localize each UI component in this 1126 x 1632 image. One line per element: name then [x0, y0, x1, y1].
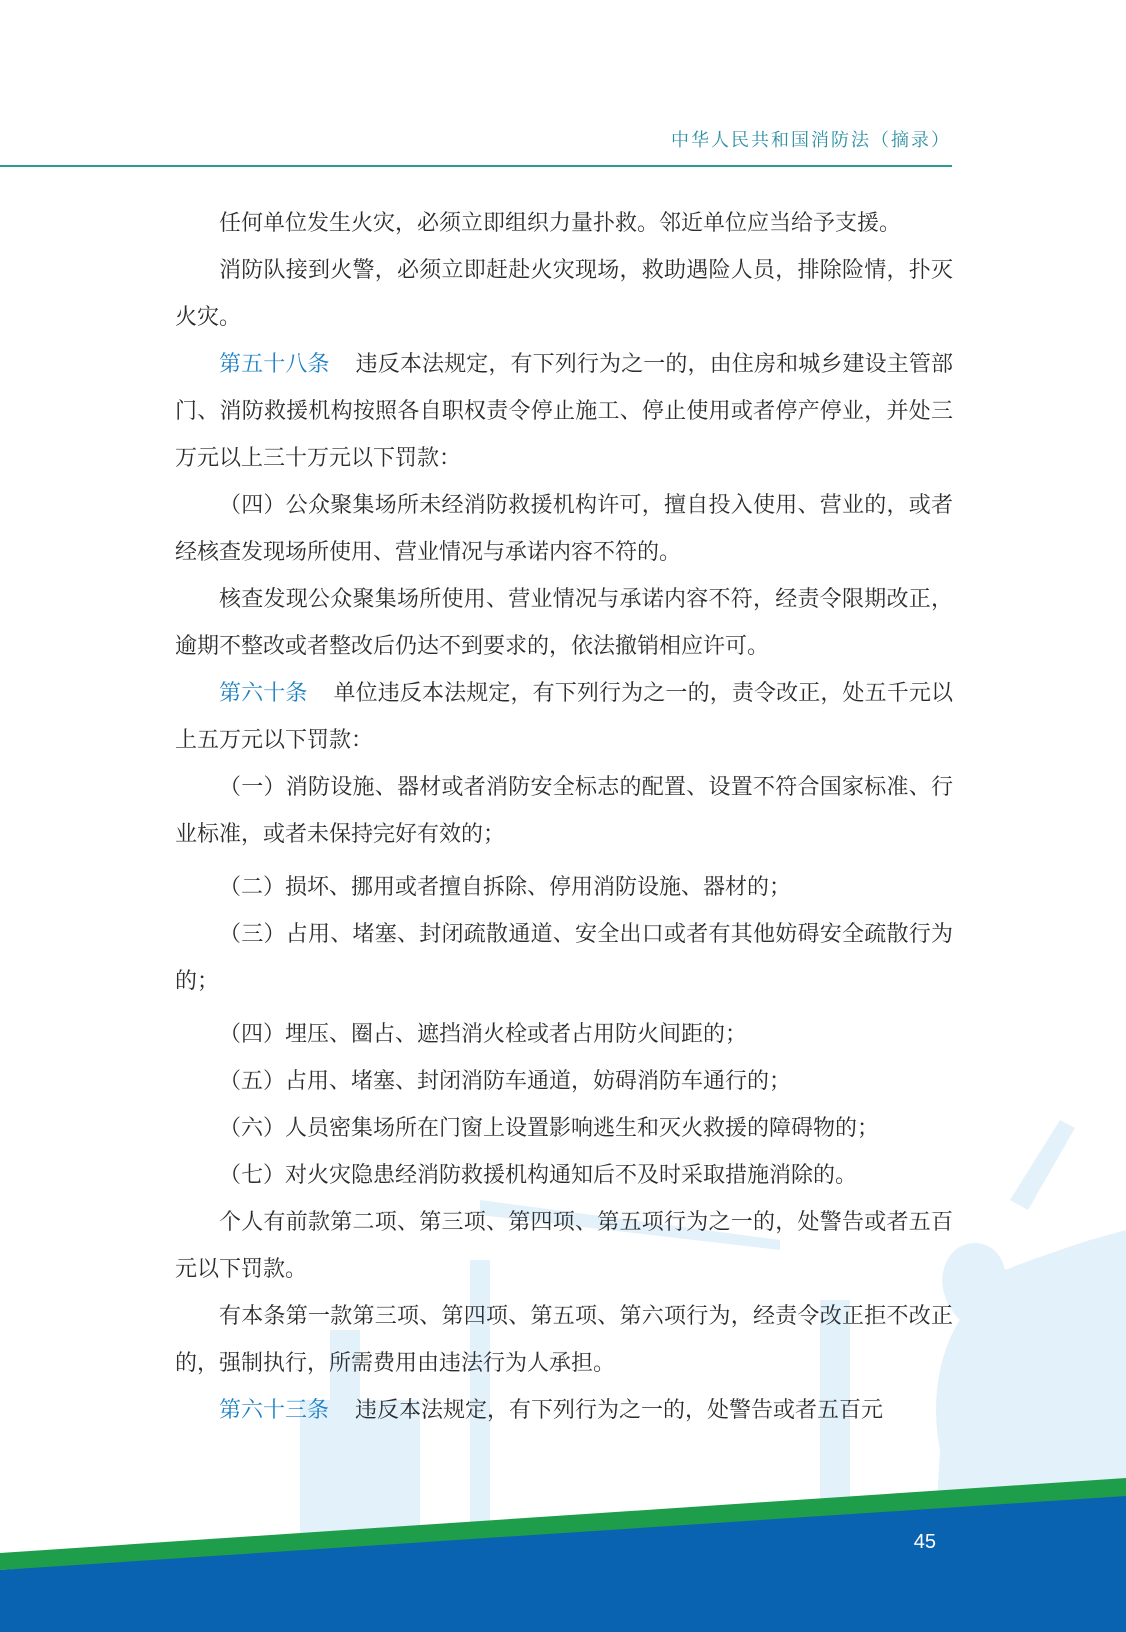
paragraph-text: （六）人员密集场所在门窗上设置影响逃生和灭火救援的障碍物的；	[219, 1116, 880, 1141]
paragraph	[175, 1293, 953, 1387]
paragraph-text: 核查发现公众聚集场所使用、营业情况与承诺内容不符，经责令限期改正，逾期不整改或者整改后仍达不到要求的，依法撤销相应许可。	[175, 587, 953, 659]
paragraph-text: （四）埋压、圈占、遮挡消火栓或者占用防火间距的；	[219, 1022, 748, 1047]
paragraph	[175, 1199, 953, 1293]
paragraph	[175, 911, 953, 1005]
paragraph-text: 任何单位发生火灾，必须立即组织力量扑救。邻近单位应当给予支援。	[219, 211, 902, 236]
paragraph	[175, 576, 953, 670]
paragraph	[175, 1058, 953, 1105]
paragraph-text: （四）公众聚集场所未经消防救援机构许可，擅自投入使用、营业的，或者经核查发现场所使用、营业情况与承诺内容不符的。	[175, 493, 953, 565]
paragraph-text: （二）损坏、挪用或者擅自拆除、停用消防设施、器材的；	[219, 875, 792, 900]
paragraph-text: 个人有前款第二项、第三项、第四项、第五项行为之一的，处警告或者五百元以下罚款。	[175, 1210, 953, 1282]
running-header-title: 中华人民共和国消防法（摘录）	[671, 130, 951, 151]
paragraph	[175, 1105, 953, 1152]
paragraph-text: 有本条第一款第三项、第四项、第五项、第六项行为，经责令改正拒不改正的，强制执行，所需费用由违法行为人承担。	[175, 1304, 953, 1376]
header-divider	[0, 165, 952, 167]
paragraph	[175, 341, 953, 482]
paragraph-text: 消防队接到火警，必须立即赶赴火灾现场，救助遇险人员，排除险情，扑灭火灾。	[175, 258, 953, 330]
paragraph-text: （一）消防设施、器材或者消防安全标志的配置、设置不符合国家标准、行业标准，或者未保持完好有效的；	[175, 775, 953, 847]
article-number: 第五十八条	[219, 352, 330, 377]
paragraph-text: （七）对火灾隐患经消防救援机构通知后不及时采取措施消除的。	[219, 1163, 858, 1188]
article-number: 第六十三条	[219, 1398, 330, 1423]
paragraph-text: 违反本法规定，有下列行为之一的，由住房和城乡建设主管部门、消防救援机构按照各自职权责令停止施工、停止使用或者停产停业，并处三万元以上三十万元以下罚款：	[175, 352, 953, 471]
page-number: 45	[913, 1531, 936, 1553]
paragraph	[175, 670, 953, 764]
paragraph	[175, 864, 953, 911]
paragraph-text: 违反本法规定，有下列行为之一的，处警告或者五百元	[355, 1398, 884, 1423]
paragraph-text: （五）占用、堵塞、封闭消防车通道，妨碍消防车通行的；	[219, 1069, 792, 1094]
body-text	[175, 200, 953, 1434]
paragraph-text: 单位违反本法规定，有下列行为之一的，责令改正，处五千元以上五万元以下罚款：	[175, 681, 953, 753]
paragraph	[175, 764, 953, 858]
paragraph	[175, 482, 953, 576]
paragraph	[175, 200, 953, 247]
paragraph-text: （三）占用、堵塞、封闭疏散通道、安全出口或者有其他妨碍安全疏散行为的；	[175, 922, 953, 994]
hose-silhouette	[1010, 1120, 1075, 1210]
paragraph	[175, 1011, 953, 1058]
paragraph	[175, 1152, 953, 1199]
paragraph	[175, 1387, 953, 1434]
paragraph	[175, 247, 953, 341]
article-number: 第六十条	[219, 681, 308, 706]
